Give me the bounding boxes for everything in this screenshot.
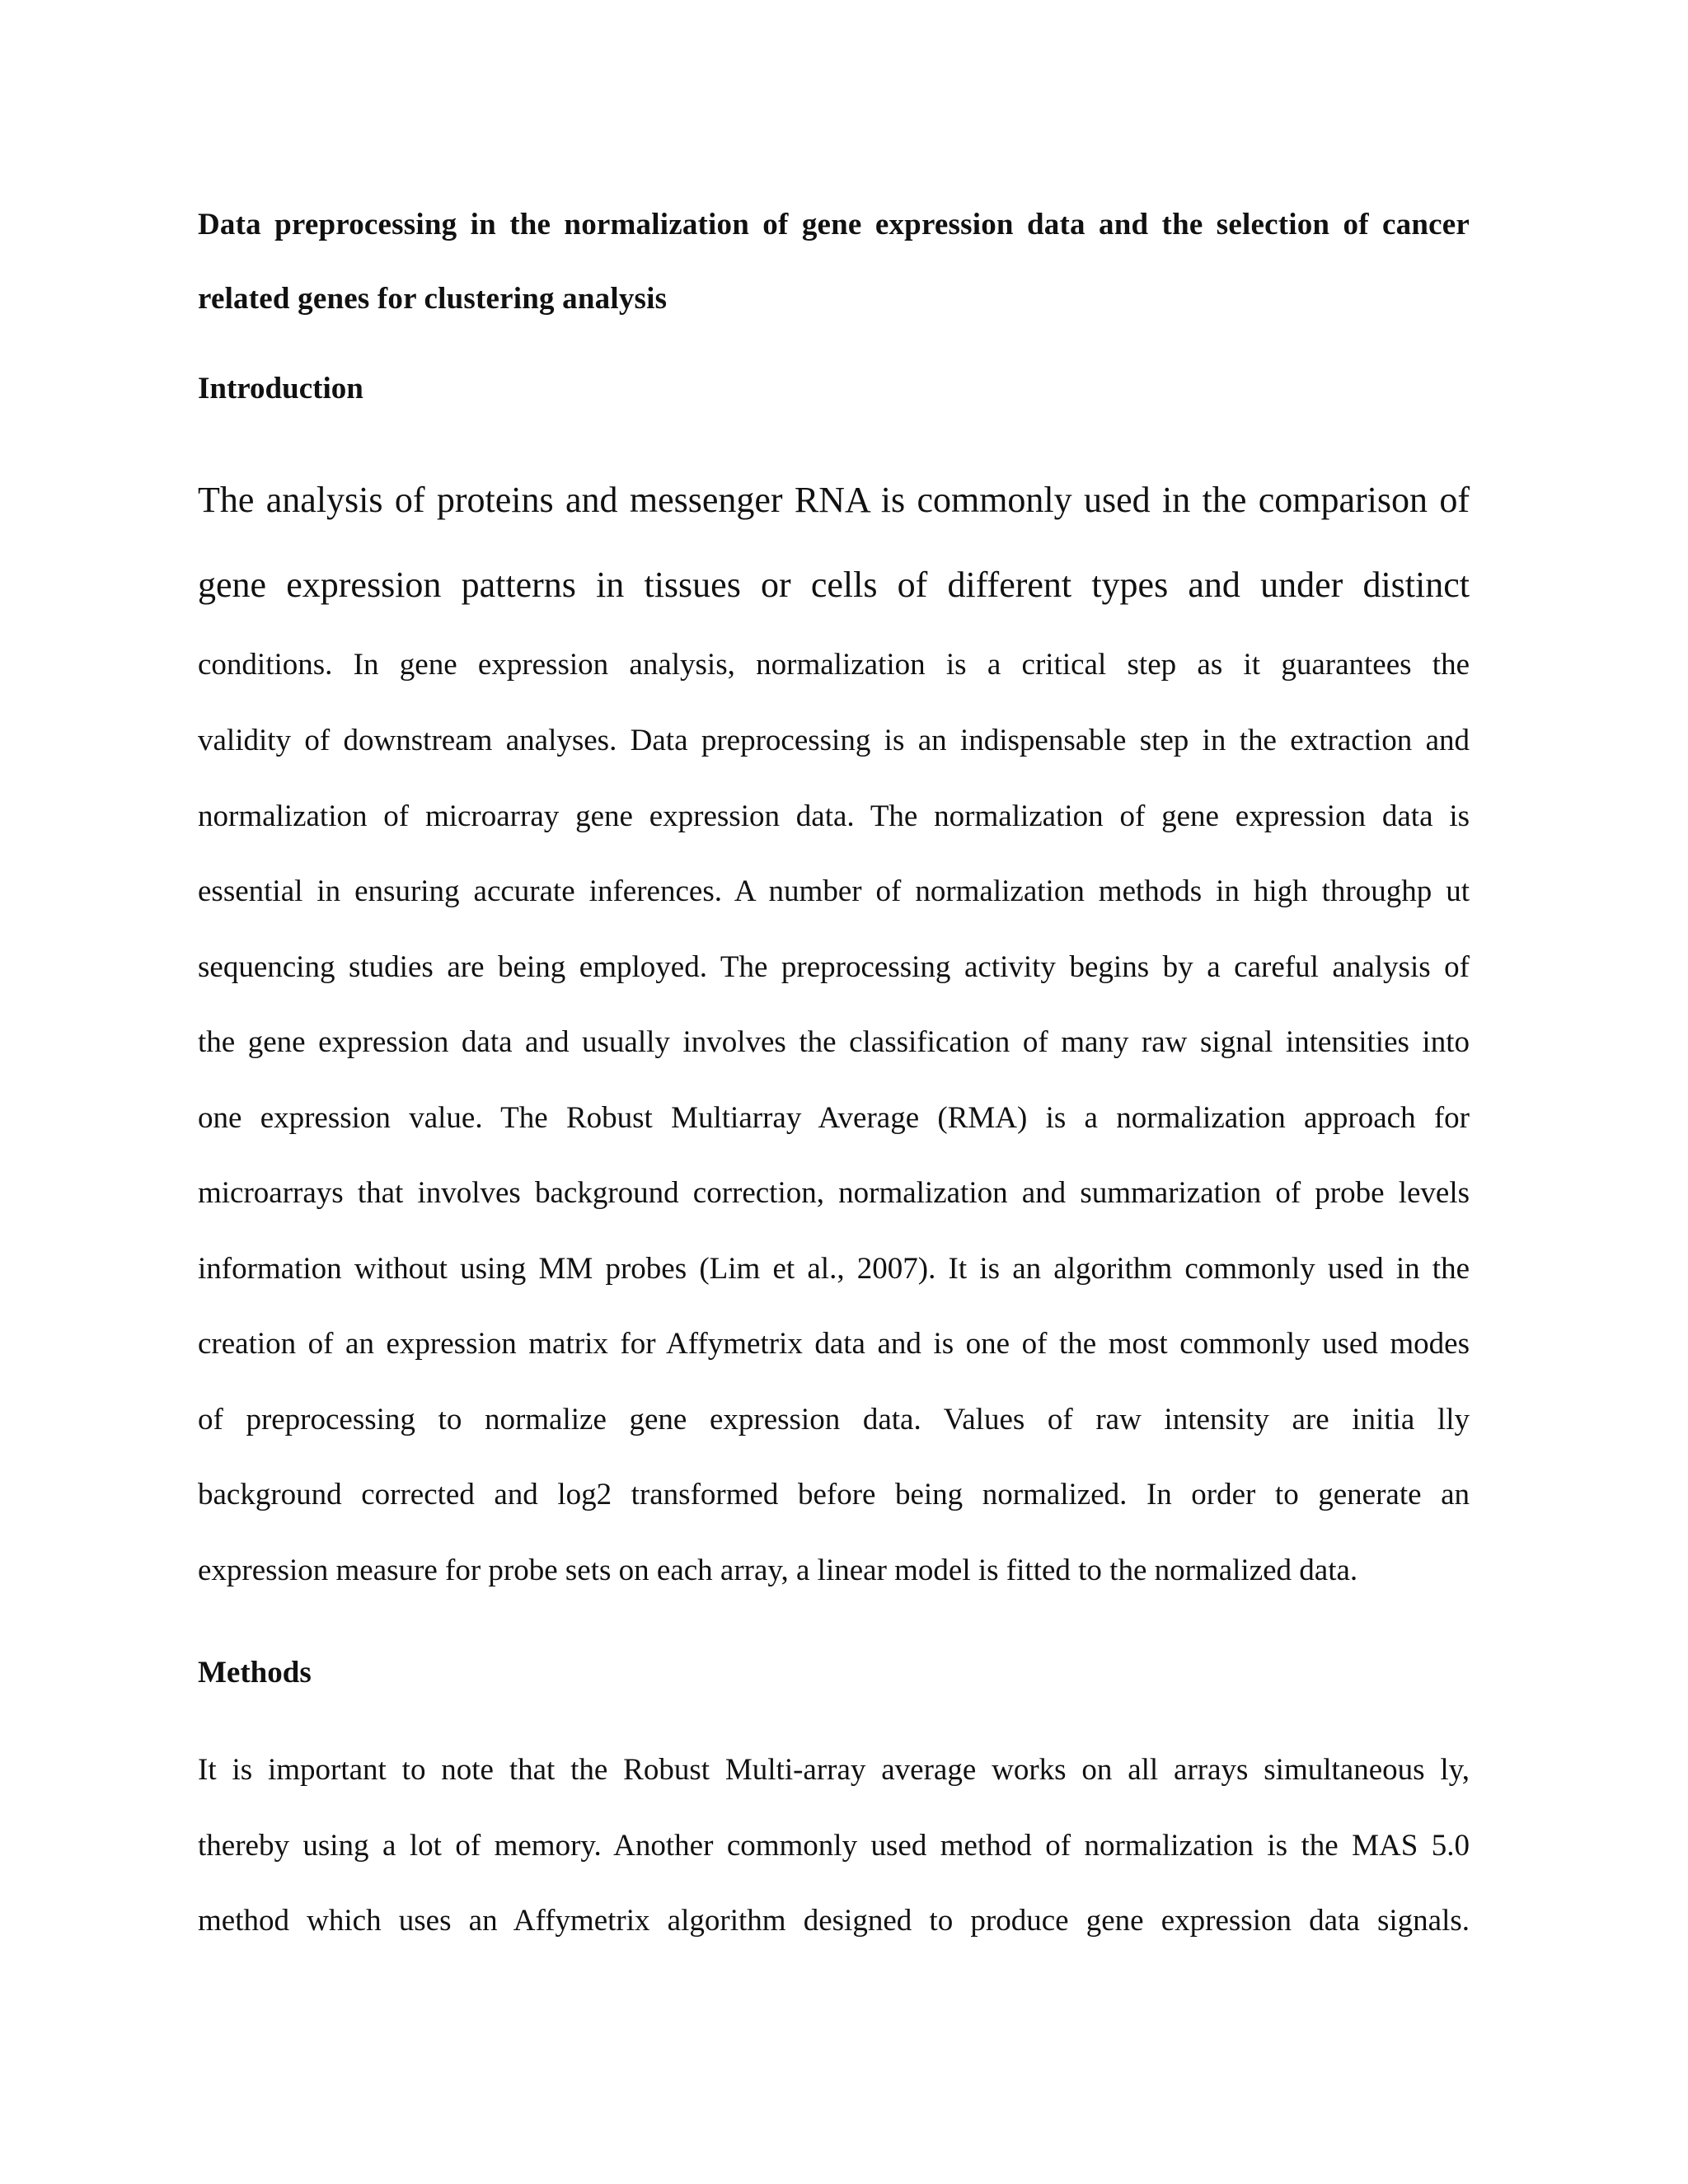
intro-line-15: expression measure for probe sets on each array, a linear model is fitted to the normalized data. [198,1553,1358,1587]
methods-line-3: method which uses an Affymetrix algorithm designed to produce gene expression data signals. [198,1904,1470,1938]
intro-line-8: the gene expression data and usually involves the classification of many raw signal intensities into [198,1025,1470,1059]
intro-line-14: background corrected and log2 transformed before being normalized. In order to generate an [198,1478,1470,1511]
document-title [198,188,1470,336]
intro-line-2: gene expression patterns in tissues or cells of different types and under distinct [198,565,1470,605]
title-line-1: Data preprocessing in the normalization of gene expression data and the selection of cancer [198,208,1470,241]
intro-line-5: normalization of microarray gene expression data. The normalization of gene expression data is [198,799,1470,833]
intro-line-13: of preprocessing to normalize gene expression data. Values of raw intensity are initia lly [198,1402,1470,1436]
intro-line-7: sequencing studies are being employed. The preprocessing activity begins by a careful analysis of [198,949,1470,984]
intro-line-11: information without using MM probes (Lim et al., 2007). It is an algorithm commonly used in the [198,1251,1470,1286]
intro-line-3: conditions. In gene expression analysis, normalization is a critical step as it guarantees the [198,648,1470,682]
methods-line-1: It is important to note that the Robust Multi-array average works on all arrays simultaneous ly, [198,1753,1470,1787]
intro-line-6: essential in ensuring accurate inferences. A number of normalization methods in high throughp ut [198,874,1470,908]
section-heading-introduction: Introduction [198,372,363,405]
methods-line-2: thereby using a lot of memory. Another commonly used method of normalization is the MAS 5.0 [198,1828,1470,1863]
section-heading-methods: Methods [198,1656,312,1690]
title-line-2: related genes for clustering analysis [198,282,668,316]
methods-paragraph [198,1732,1470,1959]
intro-line-4: validity of downstream analyses. Data preprocessing is an indispensable step in the extraction and [198,724,1470,757]
intro-line-12: creation of an expression matrix for Affymetrix data and is one of the most commonly used modes [198,1327,1470,1361]
intro-line-9: one expression value. The Robust Multiarray Average (RMA) is a normalization approach for [198,1100,1470,1135]
introduction-paragraph [198,457,1470,1608]
intro-line-10: microarrays that involves background correction, normalization and summarization of probe levels [198,1176,1470,1210]
intro-line-1: The analysis of proteins and messenger RNA is commonly used in the comparison of [198,480,1470,520]
